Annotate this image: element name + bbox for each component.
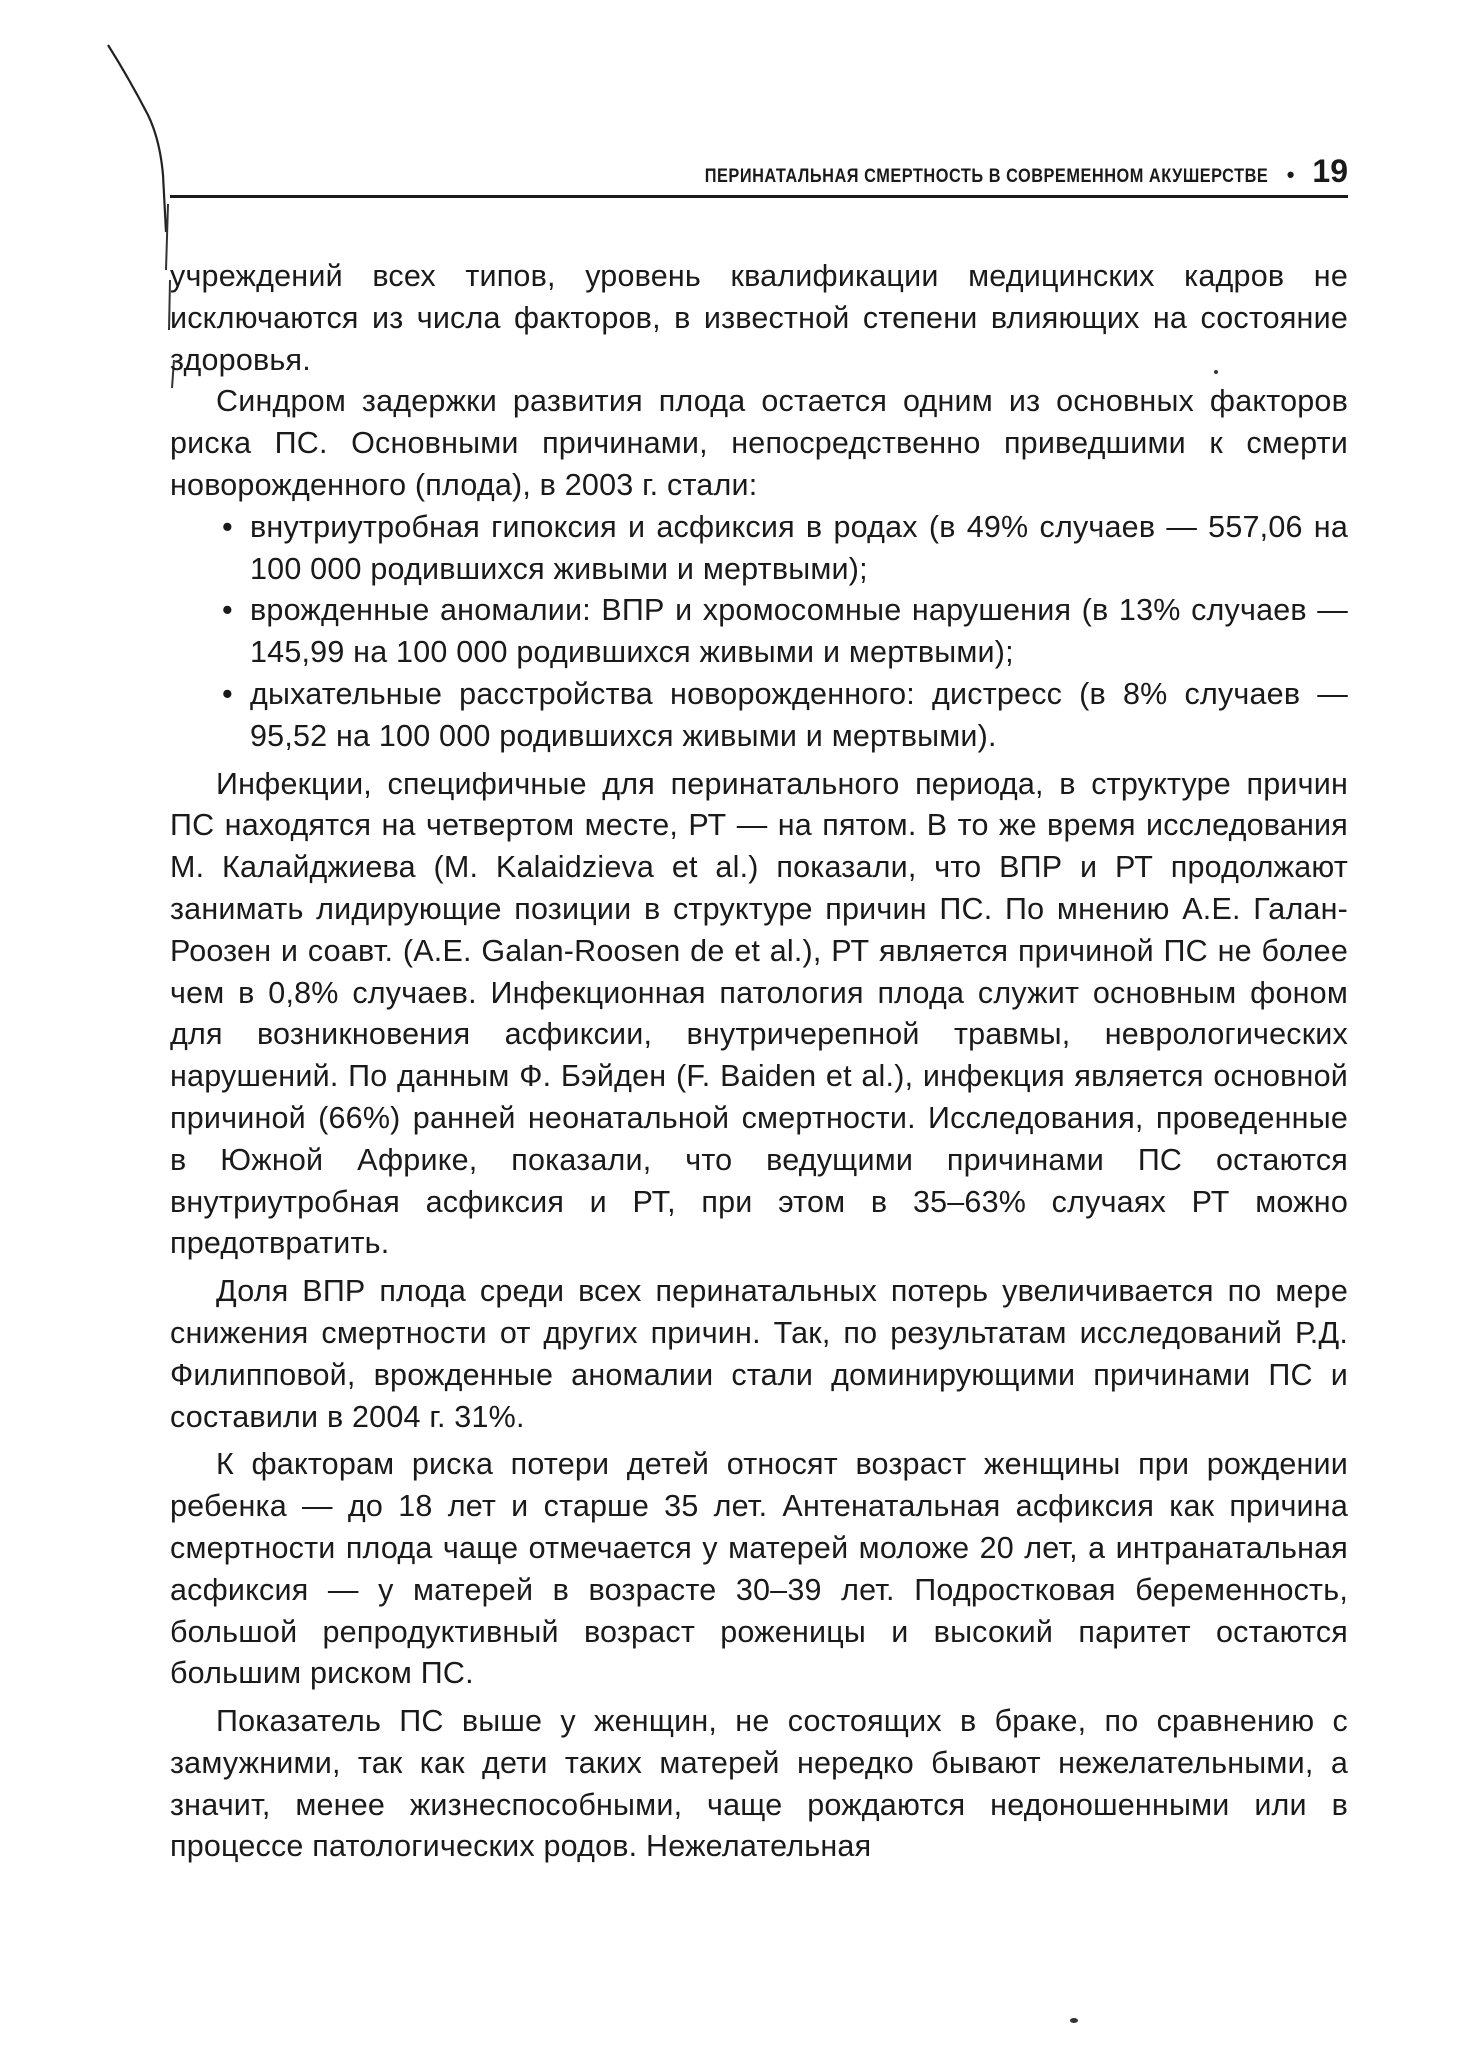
paragraph-infections: Инфекции, специфичные для перинатального периода, в структуре причин ПС находятся на четвертом месте, РТ — на пятом. В то же время исследования М. Калайджиева (M. Kalaidzieva et al.) показали, что ВПР и РТ продолжают занимать лидирующие позиции в структуре причин ПС. По мнению А.Е. Галан-Роозен и соавт. (A.E. Galan-Roosen de et al.), РТ является причиной ПС не более чем в 0,8% случаев. Инфекционная патология плода служит основным фоном для возникновения асфиксии, внутричерепной травмы, неврологических нарушений. По данным Ф. Бэйден (F. Baiden et al.), инфекция является основной причиной (66%) ранней неонатальной смертности. Исследования, проведенные в Южной Африке, показали, что ведущими причинами ПС остаются внутриутробная асфиксия и РТ, при этом в 35–63% случаях РТ можно предотвратить. — [170, 766, 1348, 1261]
list-item — [170, 674, 1348, 758]
list-item-text: внутриутробная гипоксия и асфиксия в родах (в 49% случаев — 557,06 на 100 000 родившихся живыми и мертвыми); — [250, 509, 1348, 586]
paragraph-growth-restriction: Синдром задержки развития плода остается одним из основных факторов риска ПС. Основными причинами, непосредственно приведшими к смерти новорожденного (плода), в 2003 г. стали: — [170, 384, 1348, 502]
scan-speck — [1070, 2018, 1078, 2023]
paragraph-maternal-age: К факторам риска потери детей относят возраст женщины при рождении ребенка — до 18 лет и старше 35 лет. Антенатальная асфиксия как причина смертности плода чаще отмечается у матерей моложе 20 лет, а интранатальная асфиксия — у матерей в возрасте 30–39 лет. Подростковая беременность, большой репродуктивный возраст роженицы и высокий паритет остаются большим риском ПС. — [170, 1447, 1348, 1691]
list-item — [170, 590, 1348, 674]
body-text — [170, 256, 1348, 1868]
list-bullet: • — [222, 509, 233, 544]
paragraph-continued: учреждений всех типов, уровень квалификации медицинских кадров не исключаются из числа факторов, в известной степени влияющих на состояние здоровья. — [170, 259, 1348, 377]
header-rule — [170, 195, 1348, 198]
paragraph-marital-status: Показатель ПС выше у женщин, не состоящих в браке, по сравнению с замужними, так как дети таких матерей нередко бывают нежелательными, а значит, менее жизнеспособными, чаще рождаются недоношенными или в процессе патологических родов. Нежелательная — [170, 1704, 1348, 1864]
header-text — [613, 153, 1348, 190]
list-item — [170, 507, 1348, 591]
causes-list — [170, 507, 1348, 758]
running-title: ПЕРИНАТАЛЬНАЯ СМЕРТНОСТЬ В СОВРЕМЕННОМ АКУШЕРСТВЕ — [705, 166, 1269, 187]
page-number: 19 — [1312, 153, 1348, 189]
list-item-text: врожденные аномалии: ВПР и хромосомные нарушения (в 13% случаев — 145,99 на 100 000 родившихся живыми и мертвыми); — [250, 593, 1348, 670]
page-header — [170, 150, 1348, 198]
paragraph-congenital-anomalies: Доля ВПР плода среди всех перинатальных потерь увеличивается по мере снижения смертности от других причин. Так, по результатам исследований Р.Д. Филипповой, врожденные аномалии стали доминирующими причинами ПС и составили в 2004 г. 31%. — [170, 1274, 1348, 1434]
list-bullet: • — [222, 676, 233, 711]
list-bullet: • — [222, 593, 233, 628]
header-separator: • — [1286, 162, 1295, 187]
list-item-text: дыхательные расстройства новорожденного: дистресс (в 8% случаев — 95,52 на 100 000 родившихся живыми и мертвыми). — [250, 676, 1348, 753]
